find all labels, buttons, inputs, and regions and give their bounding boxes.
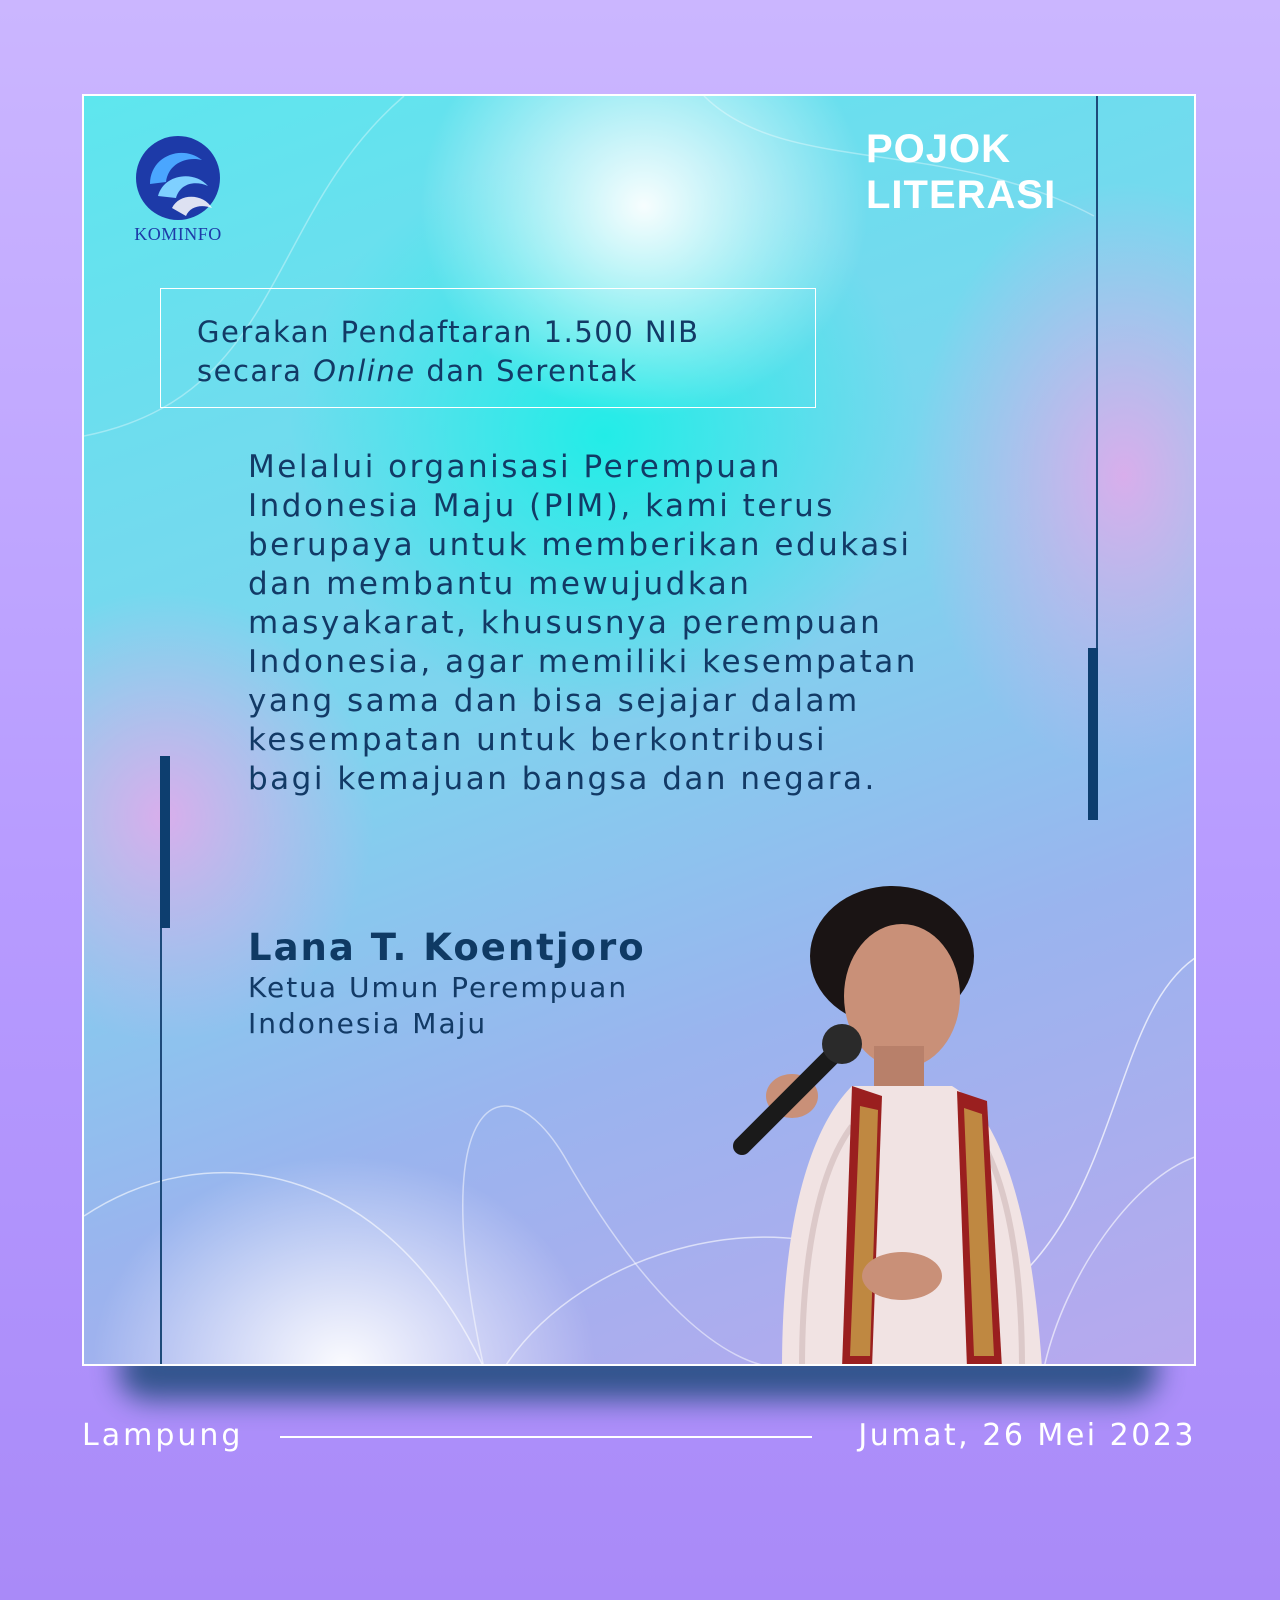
quote-line: Indonesia, agar memiliki kesempatan [248,644,918,680]
quote-text [248,448,1008,799]
speaker-role: Ketua Umun Perempuan Indonesia Maju [248,971,629,1040]
quote-line: bagi kemajuan bangsa dan negara. [248,761,877,797]
quote-card [82,94,1196,1366]
divider-line-left [160,856,162,1366]
quote-line: yang sama dan bisa sejajar dalam [248,683,860,719]
quote-line: masyakarat, khususnya perempuan [248,605,883,641]
quote-line: Melalui organisasi Perempuan [248,449,782,485]
speaker-name: Lana T. Koentjoro [248,926,646,969]
headline-line-2: secara Online dan Serentak [197,354,638,388]
location-label: Lampung [82,1418,244,1453]
date-label: Jumat, 26 Mei 2023 [858,1418,1196,1453]
quote-line: berupaya untuk memberikan edukasi [248,527,912,563]
brand-line-1: POJOK [866,127,1012,171]
accent-bar-right [1088,648,1098,820]
accent-bar-left [160,756,170,928]
quote-line: dan membantu mewujudkan [248,566,752,602]
brand-line-2: LITERASI [866,173,1057,217]
pojok-literasi-brand [866,126,1056,218]
divider-line-right [1096,96,1098,656]
headline-box [160,288,816,408]
logo-text: KOMINFO [134,224,222,244]
quote-line: kesempatan untuk berkontribusi [248,722,828,758]
footer-divider [280,1436,812,1438]
speaker-portrait [702,886,1102,1366]
quote-line: Indonesia Maju (PIM), kami terus [248,488,835,524]
headline-line-1: Gerakan Pendaftaran 1.500 NIB [197,315,700,349]
